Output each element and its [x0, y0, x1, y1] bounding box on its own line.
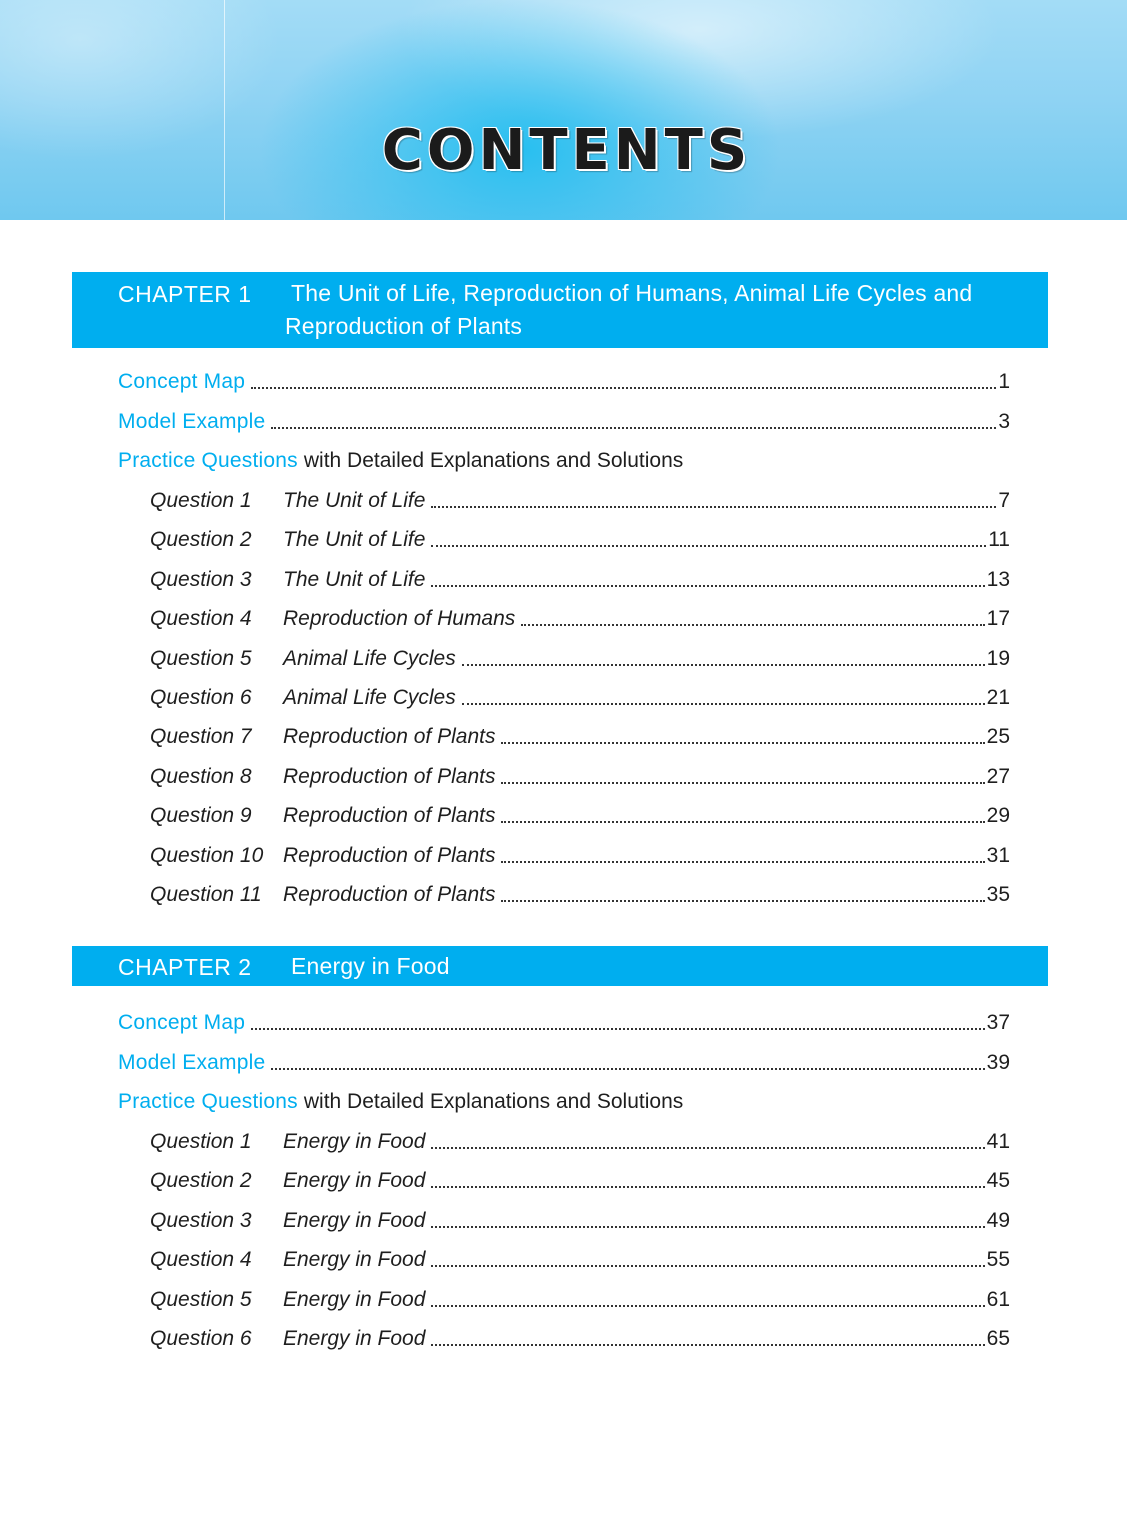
dot-leader	[501, 763, 984, 784]
question-number: Question 6	[150, 686, 252, 709]
toc-entry-question[interactable]	[150, 645, 1010, 673]
dot-leader	[431, 1286, 984, 1307]
toc-entry-question[interactable]	[150, 881, 1010, 909]
banner-divider	[224, 0, 225, 220]
page-number: 7	[998, 489, 1010, 512]
page-number: 65	[986, 1327, 1010, 1350]
page-number: 55	[986, 1248, 1010, 1272]
page-number: 35	[986, 883, 1010, 906]
page-number: 21	[986, 686, 1010, 709]
dot-leader	[431, 487, 996, 508]
toc-entry-question[interactable]	[150, 1167, 1010, 1195]
dot-leader	[462, 684, 985, 705]
question-number: Question 5	[150, 646, 252, 670]
dot-leader	[271, 1049, 984, 1070]
chapter-2-header	[72, 946, 1048, 986]
question-number: Question 9	[150, 804, 252, 828]
question-title: Reproduction of Plants	[283, 843, 496, 867]
chapter-1-number: CHAPTER 1	[118, 281, 252, 307]
question-title: Energy in Food	[283, 1327, 426, 1350]
toc-entry-question[interactable]	[150, 566, 1010, 594]
toc-entry-question[interactable]	[150, 802, 1010, 830]
toc-entry-question[interactable]	[150, 1207, 1010, 1235]
page-title: CONTENTS	[381, 118, 752, 183]
dot-leader	[431, 1246, 984, 1267]
page-number: 27	[986, 764, 1010, 788]
chapter-1-title: The Unit of Life, Reproduction of Humans, Animal Life Cycles and Reproduction of Plants	[285, 280, 973, 339]
concept-map-label: Concept Map	[118, 370, 246, 393]
toc-entry-question[interactable]	[150, 1286, 1010, 1314]
question-title: Reproduction of Humans	[283, 607, 516, 631]
toc-entry-model-example[interactable]	[118, 408, 1010, 436]
question-title: Animal Life Cycles	[283, 686, 456, 709]
page-number: 37	[986, 1011, 1010, 1034]
toc-entry-concept-map[interactable]	[118, 368, 1010, 396]
question-title: The Unit of Life	[283, 528, 426, 552]
question-number: Question 2	[150, 1169, 252, 1193]
toc-entry-question[interactable]	[150, 526, 1010, 554]
question-number: Question 1	[150, 1130, 252, 1153]
practice-questions-suffix: with Detailed Explanations and Solutions	[303, 449, 684, 472]
page-number: 41	[986, 1130, 1010, 1153]
dot-leader	[431, 526, 986, 547]
dot-leader	[501, 842, 984, 863]
dot-leader	[251, 368, 996, 389]
page-number: 13	[986, 567, 1010, 591]
question-number: Question 3	[150, 567, 252, 591]
toc-entry-question[interactable]	[150, 1325, 1010, 1353]
question-number: Question 11	[150, 883, 262, 906]
page-number: 31	[986, 843, 1010, 867]
toc-practice-questions-heading	[118, 1088, 1010, 1116]
page-number: 29	[986, 804, 1010, 828]
dot-leader	[271, 408, 996, 429]
practice-questions-suffix: with Detailed Explanations and Solutions	[303, 1090, 684, 1113]
practice-questions-label: Practice Questions	[118, 449, 298, 472]
page-number: 3	[998, 410, 1010, 433]
question-number: Question 3	[150, 1208, 252, 1232]
page-number: 45	[986, 1169, 1010, 1193]
toc-entry-model-example[interactable]	[118, 1049, 1010, 1077]
page-number: 49	[986, 1208, 1010, 1232]
concept-map-label: Concept Map	[118, 1011, 246, 1034]
page-number: 11	[988, 528, 1010, 552]
toc-entry-question[interactable]	[150, 1128, 1010, 1156]
model-example-label: Model Example	[118, 1051, 266, 1074]
question-number: Question 10	[150, 843, 264, 867]
practice-questions-label: Practice Questions	[118, 1090, 298, 1113]
page-number: 17	[986, 607, 1010, 631]
toc-entry-question[interactable]	[150, 842, 1010, 870]
question-title: Reproduction of Plants	[283, 883, 496, 906]
toc-entry-question[interactable]	[150, 763, 1010, 791]
dot-leader	[251, 1009, 985, 1030]
question-number: Question 6	[150, 1327, 252, 1350]
toc-entry-question[interactable]	[150, 605, 1010, 633]
toc-entry-question[interactable]	[150, 1246, 1010, 1274]
question-number: Question 7	[150, 725, 252, 749]
chapter-1-header	[72, 272, 1048, 348]
page-number: 61	[986, 1287, 1010, 1311]
question-number: Question 2	[150, 528, 252, 552]
dot-leader	[431, 1207, 984, 1228]
dot-leader	[431, 1167, 984, 1188]
question-title: Animal Life Cycles	[283, 646, 456, 670]
page-number: 25	[986, 725, 1010, 749]
chapter-2-title: Energy in Food	[291, 953, 450, 979]
question-title: Energy in Food	[283, 1130, 426, 1153]
toc-entry-concept-map[interactable]	[118, 1009, 1010, 1037]
question-title: Reproduction of Plants	[283, 804, 496, 828]
header-banner	[0, 0, 1127, 220]
question-title: Reproduction of Plants	[283, 764, 496, 788]
question-number: Question 4	[150, 1248, 252, 1272]
question-title: The Unit of Life	[283, 489, 426, 512]
dot-leader	[431, 566, 984, 587]
dot-leader	[431, 1128, 984, 1149]
question-title: Energy in Food	[283, 1248, 426, 1272]
question-number: Question 8	[150, 764, 252, 788]
toc-practice-questions-heading	[118, 447, 1010, 475]
dot-leader	[501, 723, 984, 744]
question-number: Question 5	[150, 1287, 252, 1311]
dot-leader	[521, 605, 984, 626]
dot-leader	[501, 802, 984, 823]
toc-entry-question[interactable]	[150, 487, 1010, 515]
question-number: Question 4	[150, 607, 252, 631]
dot-leader	[462, 645, 985, 666]
dot-leader	[501, 881, 984, 902]
question-title: The Unit of Life	[283, 567, 426, 591]
chapter-2-number: CHAPTER 2	[118, 954, 252, 980]
dot-leader	[431, 1325, 984, 1346]
toc-entry-question[interactable]	[150, 723, 1010, 751]
toc-entry-question[interactable]	[150, 684, 1010, 712]
question-number: Question 1	[150, 489, 252, 512]
question-title: Reproduction of Plants	[283, 725, 496, 749]
page-number: 19	[986, 646, 1010, 670]
page-number: 39	[986, 1051, 1010, 1074]
question-title: Energy in Food	[283, 1208, 426, 1232]
question-title: Energy in Food	[283, 1287, 426, 1311]
question-title: Energy in Food	[283, 1169, 426, 1193]
model-example-label: Model Example	[118, 410, 266, 433]
page-number: 1	[998, 370, 1010, 393]
